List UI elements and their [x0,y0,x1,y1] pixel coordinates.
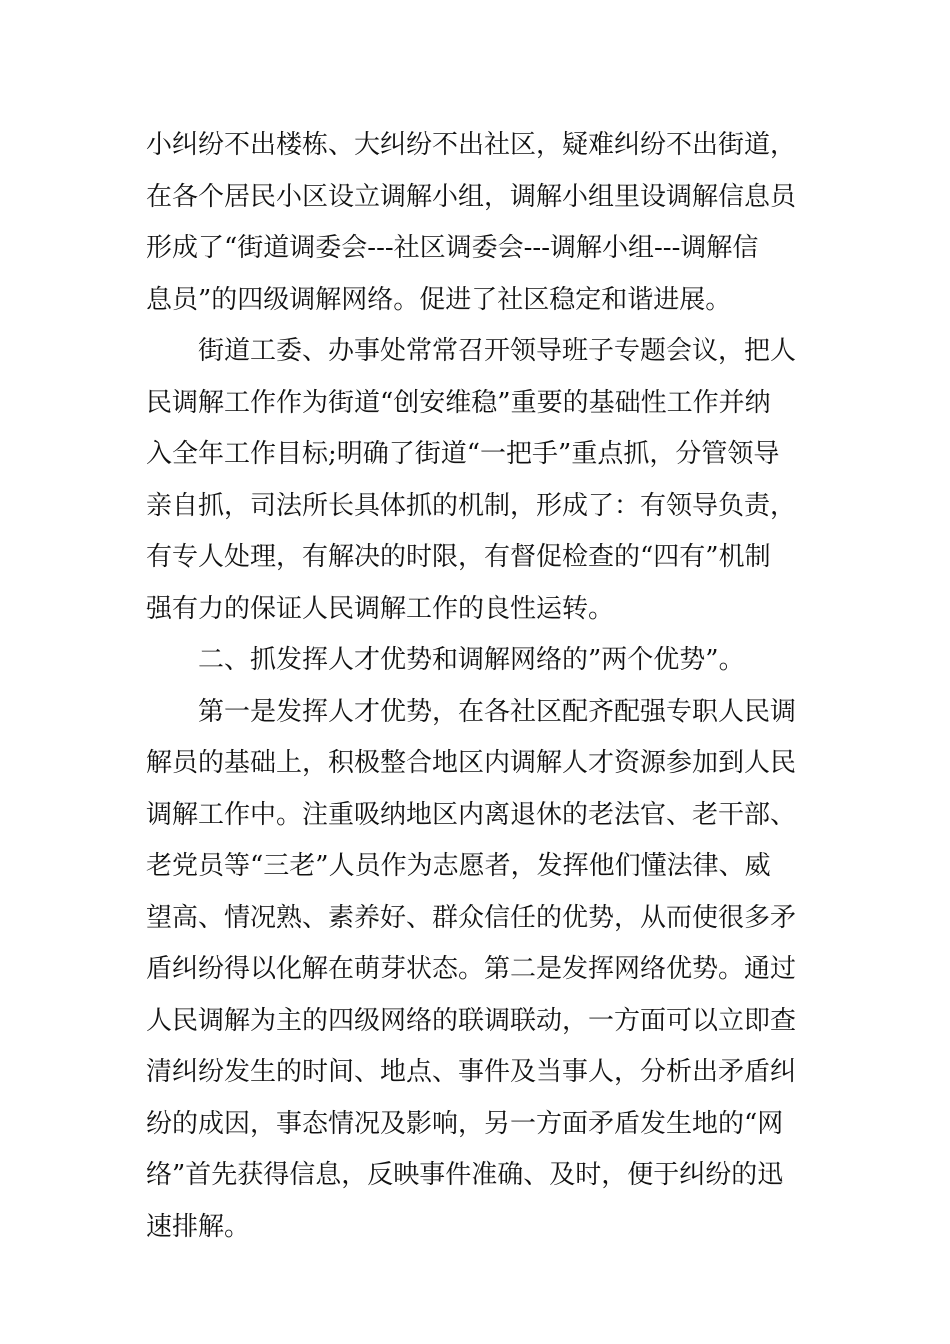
text-line: 纷的成因，事态情况及影响，另一方面矛盾发生地的“网 [146,1108,784,1139]
text-line: 强有力的保证人民调解工作的良性运转。 [146,593,615,624]
text-line: 老党员等“三老”人员作为志愿者，发挥他们懂法律、威 [146,851,771,881]
text-line: 在各个居民小区设立调解小组，调解小组里设调解信息员 [146,181,797,212]
text-line: 速排解。 [146,1211,251,1242]
text-line: 形成了“街道调委会---社区调委会---调解小组---调解信 [146,233,759,263]
text-line: 入全年工作目标;明确了街道“一把手”重点抓，分管领导 [146,439,780,469]
text-line: 亲自抓，司法所长具体抓的机制，形成了：有领导负责， [146,490,797,521]
text-line: 络”首先获得信息，反映事件准确、及时，便于纠纷的迅 [146,1160,784,1190]
text-line: 调解工作中。注重吸纳地区内离退休的老法官、老干部、 [146,799,797,830]
text-line: 解员的基础上，积极整合地区内调解人才资源参加到人民 [146,748,797,778]
text-line: 盾纠纷得以化解在萌芽状态。第二是发挥网络优势。通过 [146,954,797,984]
text-line: 街道工委、办事处常常召开领导班子专题会议，把人 [198,336,797,366]
text-line: 小纠纷不出楼栋、大纠纷不出社区，疑难纠纷不出街道， [146,130,797,160]
text-line: 清纠纷发生的时间、地点、事件及当事人，分析出矛盾纠 [146,1057,797,1087]
text-line: 望高、情况熟、素养好、群众信任的优势，从而使很多矛 [146,902,797,933]
text-line: 第一是发挥人才优势，在各社区配齐配强专职人民调 [198,696,797,727]
text-line: 民调解工作作为街道“创安维稳”重要的基础性工作并纳 [146,387,771,418]
document-body [146,120,816,1253]
text-line: 有专人处理，有解决的时限，有督促检查的“四有”机制 [146,542,771,572]
paragraph [146,326,816,635]
paragraph [146,687,816,1254]
text-line: 息员”的四级调解网络。促进了社区稳定和谐进展。 [146,284,732,315]
text-line: 二、抓发挥人才优势和调解网络的”两个优势”。 [198,645,745,675]
paragraph [146,120,816,326]
text-line: 人民调解为主的四级网络的联调联动，一方面可以立即查 [146,1005,797,1036]
paragraph [146,635,816,687]
